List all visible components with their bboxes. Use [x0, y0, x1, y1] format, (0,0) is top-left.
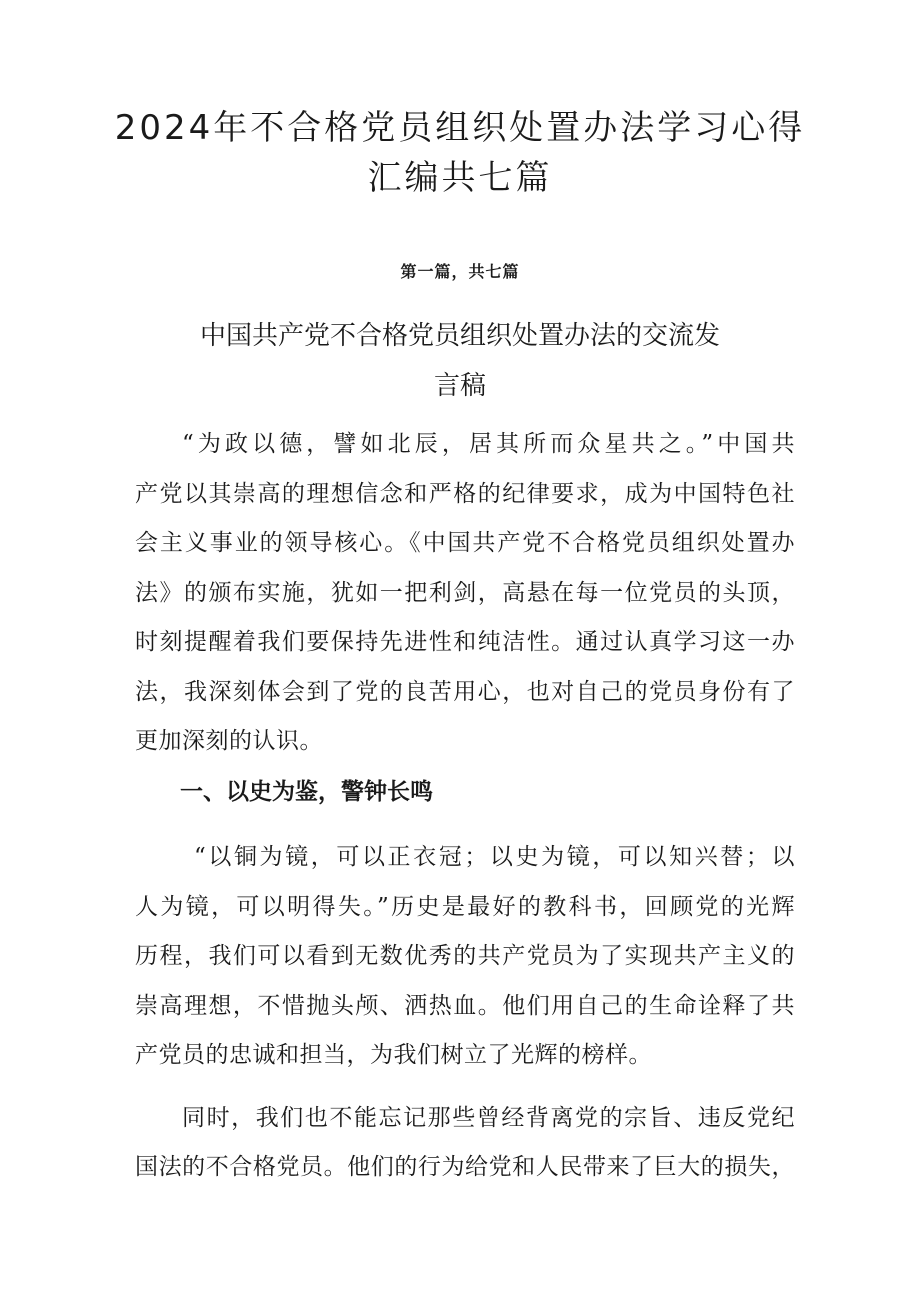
- section-1-heading: 一、以史为鉴，警钟长鸣: [180, 779, 433, 805]
- paragraph-2-line-4: 崇高理想，不惜抛头颅、洒热血。他们用自己的生命诠释了共: [135, 993, 795, 1019]
- document-title-line-1: 2024年不合格党员组织处置办法学习心得: [114, 108, 806, 148]
- speech-title-line-1: 中国共产党不合格党员组织处置办法的交流发: [199, 321, 720, 351]
- paragraph-2-line-5: 产党员的忠诚和担当，为我们树立了光辉的榜样。: [135, 1042, 652, 1068]
- paragraph-1-line-2: 产党以其崇高的理想信念和严格的纪律要求，成为中国特色社: [135, 481, 795, 507]
- paragraph-3-line-1: 同时，我们也不能忘记那些曾经背离党的宗旨、违反党纪: [182, 1105, 795, 1131]
- part-label: 第一篇，共七篇: [400, 262, 520, 281]
- paragraph-1-line-6: 法，我深刻体会到了党的良苦用心，也对自己的党员身份有了: [135, 679, 795, 705]
- paragraph-1-line-3: 会主义事业的领导核心。《中国共产党不合格党员组织处置办: [135, 530, 795, 556]
- paragraph-3-line-2: 国法的不合格党员。他们的行为给党和人民带来了巨大的损失，: [135, 1154, 795, 1180]
- paragraph-1-line-7: 更加深刻的认识。: [135, 728, 323, 754]
- speech-title-line-2: 言稿: [433, 371, 486, 401]
- paragraph-2-line-1: “以铜为镜，可以正衣冠；以史为镜，可以知兴替；以: [194, 844, 795, 870]
- paragraph-1-line-1: “为政以德，譬如北辰，居其所而众星共之。”中国共: [182, 431, 795, 457]
- paragraph-1-line-5: 时刻提醒着我们要保持先进性和纯洁性。通过认真学习这一办: [135, 629, 795, 655]
- document-title-line-2: 汇编共七篇: [367, 158, 553, 198]
- paragraph-2-line-3: 历程，我们可以看到无数优秀的共产党员为了实现共产主义的: [135, 943, 795, 969]
- paragraph-1-line-4: 法》的颁布实施，犹如一把利剑，高悬在每一位党员的头顶，: [135, 580, 795, 606]
- paragraph-2-line-2: 人为镜，可以明得失。”历史是最好的教科书，回顾党的光辉: [135, 894, 795, 920]
